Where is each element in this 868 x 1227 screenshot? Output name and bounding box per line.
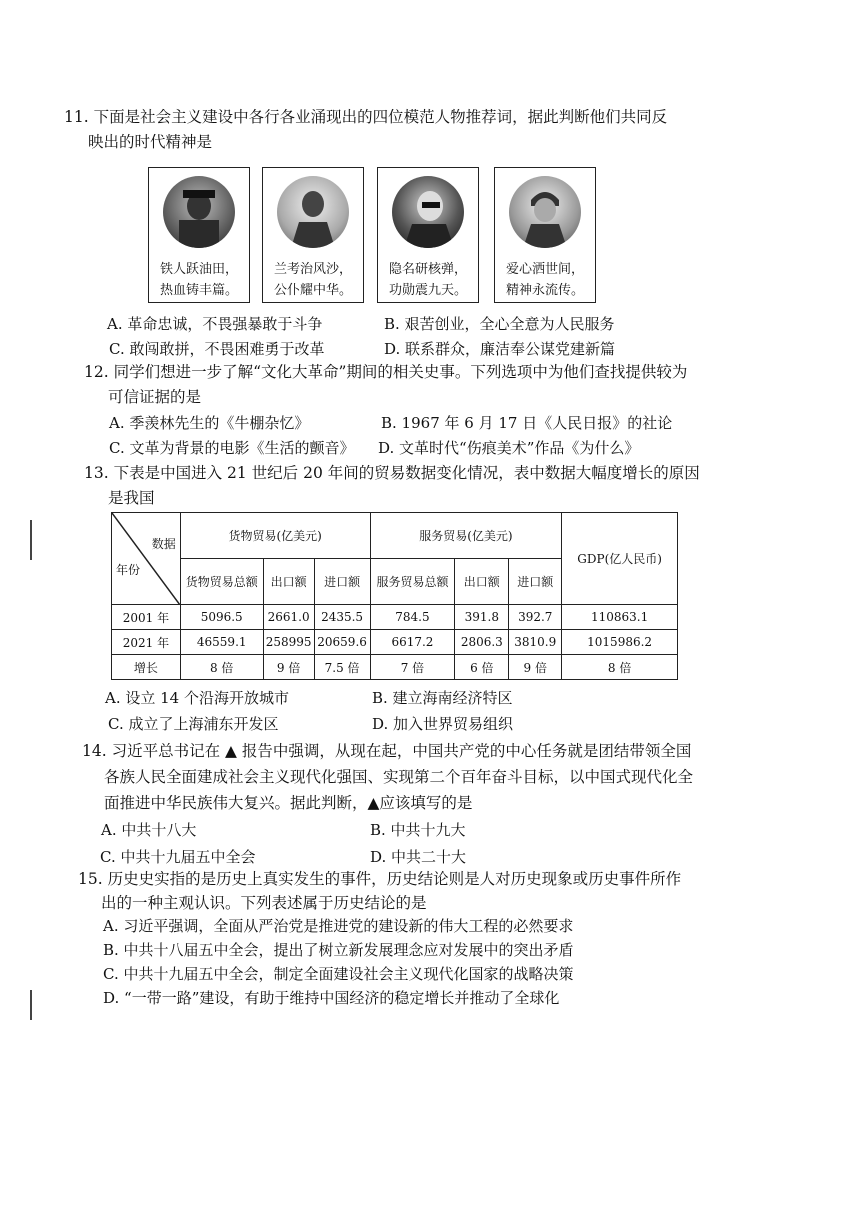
portrait-image — [277, 176, 349, 248]
portrait-image — [392, 176, 464, 248]
card-caption-line-2: 公仆耀中华。 — [273, 283, 352, 298]
table-row — [112, 630, 678, 655]
table-cell: 2806.3 — [455, 630, 509, 655]
table-cell: 6 倍 — [455, 655, 509, 680]
model-card-2 — [262, 167, 364, 303]
q15-option-c: C. 中共十九届五中全会，制定全面建设社会主义现代化国家的战略决策 — [103, 965, 574, 983]
table-cell: 2435.5 — [314, 605, 370, 630]
q12-option-c: C. 文革为背景的电影《生活的颤音》 — [109, 439, 355, 457]
table-cell: 2001 年 — [112, 605, 181, 630]
table-cell: 8 倍 — [180, 655, 263, 680]
table-cell: 20659.6 — [314, 630, 370, 655]
question-12-line-2: 可信证据的是 — [108, 388, 202, 406]
q13-option-c: C. 成立了上海浦东开发区 — [108, 715, 279, 733]
question-15-line-2: 出的一种主观认识。下列表述属于历史结论的是 — [101, 894, 427, 912]
goods-trade-header: 货物贸易(亿美元) — [180, 513, 370, 559]
q12-option-b: B. 1967 年 6 月 17 日《人民日报》的社论 — [381, 414, 673, 432]
q14-option-c: C. 中共十九届五中全会 — [100, 848, 256, 866]
table-row — [112, 655, 678, 680]
subheader-service-import: 进口额 — [509, 559, 562, 605]
subheader-goods-import: 进口额 — [314, 559, 370, 605]
card-caption-line-1: 隐名研核弹， — [388, 262, 467, 277]
portrait-image — [163, 176, 235, 248]
table-cell: 7 倍 — [370, 655, 455, 680]
card-caption-line-2: 精神永流传。 — [505, 283, 584, 298]
model-card-1 — [148, 167, 250, 303]
corner-label-year: 年份 — [116, 563, 141, 577]
question-12-line-1: 12. 同学们想进一步了解“文化大革命”期间的相关史事。下列选项中为他们查找提供较为 — [84, 363, 688, 381]
table-cell: 7.5 倍 — [314, 655, 370, 680]
model-card-3 — [377, 167, 479, 303]
gdp-header: GDP(亿人民币) — [562, 513, 678, 605]
question-14-line-2: 各族人民全面建成社会主义现代化强国、实现第二个百年奋斗目标，以中国式现代化全 — [104, 768, 694, 786]
subheader-service-export: 出口额 — [455, 559, 509, 605]
table-cell: 9 倍 — [509, 655, 562, 680]
q11-option-d: D. 联系群众，廉洁奉公谋党建新篇 — [384, 340, 616, 358]
trade-data-table — [111, 512, 678, 680]
table-cell: 5096.5 — [180, 605, 263, 630]
question-15-line-1: 15. 历史史实指的是历史上真实发生的事件，历史结论则是人对历史现象或历史事件所作 — [78, 870, 682, 888]
subheader-service-total: 服务贸易总额 — [370, 559, 455, 605]
corner-label-data: 数据 — [151, 537, 176, 551]
table-row — [112, 605, 678, 630]
q14-option-a: A. 中共十八大 — [101, 821, 197, 839]
scan-margin-mark — [30, 520, 32, 560]
q15-option-b: B. 中共十八届五中全会，提出了树立新发展理念应对发展中的突出矛盾 — [103, 941, 574, 959]
table-cell: 110863.1 — [562, 605, 678, 630]
question-13-line-2: 是我国 — [108, 489, 155, 507]
card-caption-line-1: 铁人跃油田， — [159, 262, 238, 277]
card-caption-line-2: 热血铸丰篇。 — [159, 283, 238, 298]
q14-option-b: B. 中共十九大 — [370, 821, 466, 839]
q13-option-b: B. 建立海南经济特区 — [372, 689, 513, 707]
table-cell: 8 倍 — [562, 655, 678, 680]
q11-option-b: B. 艰苦创业，全心全意为人民服务 — [384, 315, 615, 333]
table-cell: 增长 — [112, 655, 181, 680]
model-card-4 — [494, 167, 596, 303]
question-14-line-3: 面推进中华民族伟大复兴。据此判断，▲应该填写的是 — [104, 794, 473, 812]
q15-option-d: D. “一带一路”建设，有助于维持中国经济的稳定增长并推动了全球化 — [103, 989, 560, 1007]
table-cell: 784.5 — [370, 605, 455, 630]
scan-margin-mark — [30, 990, 32, 1020]
table-cell: 6617.2 — [370, 630, 455, 655]
table-cell: 3810.9 — [509, 630, 562, 655]
table-cell: 258995 — [263, 630, 314, 655]
question-13-line-1: 13. 下表是中国进入 21 世纪后 20 年间的贸易数据变化情况，表中数据大幅度增长的原因 — [84, 464, 700, 482]
table-cell: 9 倍 — [263, 655, 314, 680]
q12-option-d: D. 文革时代“伤痕美术”作品《为什么》 — [378, 439, 640, 457]
card-caption-line-1: 兰考治风沙， — [273, 262, 352, 277]
table-cell: 46559.1 — [180, 630, 263, 655]
question-14-line-1: 14. 习近平总书记在 ▲ 报告中强调，从现在起，中国共产党的中心任务就是团结带领全国 — [82, 742, 692, 760]
q14-option-d: D. 中共二十大 — [370, 848, 467, 866]
q11-option-a: A. 革命忠诚，不畏强暴敢于斗争 — [107, 315, 323, 333]
service-trade-header: 服务贸易(亿美元) — [370, 513, 562, 559]
diagonal-divider — [112, 513, 180, 605]
table-corner-cell — [112, 513, 181, 605]
q15-option-a: A. 习近平强调，全面从严治党是推进党的建设新的伟大工程的必然要求 — [103, 917, 574, 935]
question-11-line-2: 映出的时代精神是 — [88, 133, 213, 151]
card-caption-line-2: 功勋震九天。 — [388, 283, 467, 298]
table-cell: 1015986.2 — [562, 630, 678, 655]
portrait-image — [509, 176, 581, 248]
q13-option-a: A. 设立 14 个沿海开放城市 — [105, 689, 289, 707]
q12-option-a: A. 季羡林先生的《牛棚杂忆》 — [109, 414, 310, 432]
subheader-goods-export: 出口额 — [263, 559, 314, 605]
table-cell: 2661.0 — [263, 605, 314, 630]
table-cell: 392.7 — [509, 605, 562, 630]
question-11-line-1: 11. 下面是社会主义建设中各行各业涌现出的四位模范人物推荐词，据此判断他们共同反 — [64, 108, 668, 126]
card-caption-line-1: 爱心洒世间， — [505, 262, 584, 277]
table-cell: 2021 年 — [112, 630, 181, 655]
table-cell: 391.8 — [455, 605, 509, 630]
q11-option-c: C. 敢闯敢拼，不畏困难勇于改革 — [109, 340, 325, 358]
subheader-goods-total: 货物贸易总额 — [180, 559, 263, 605]
q13-option-d: D. 加入世界贸易组织 — [372, 715, 514, 733]
